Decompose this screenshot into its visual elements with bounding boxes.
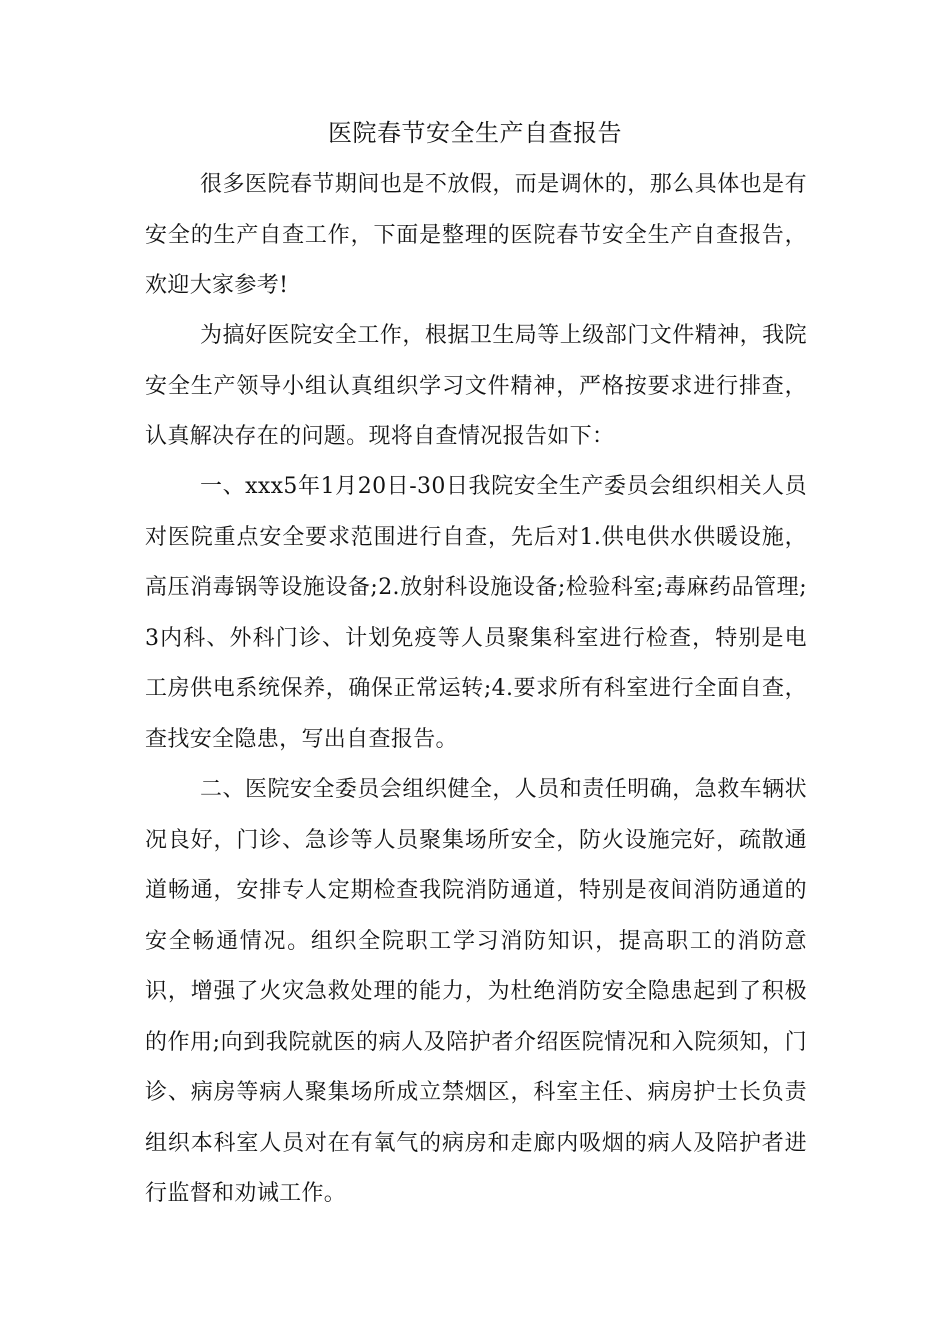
paragraph-overview: 为搞好医院安全工作，根据卫生局等上级部门文件精神，我院安全生产领导小组认真组织学习文件精神，严格按要求进行排查，认真解决存在的问题。现将自查情况报告如下：	[145, 323, 807, 449]
paragraph-section-two: 二、医院安全委员会组织健全，人员和责任明确，急救车辆状况良好，门诊、急诊等人员聚集场所安全，防火设施完好，疏散通道畅通，安排专人定期检查我院消防通道，特别是夜间消防通道的安全畅通情况。组织全院职工学习消防知识，提高职工的消防意识，增强了火灾急救处理的能力，为杜绝消防安全隐患起到了积极的作用;向到我院就医的病人及陪护者介绍医院情况和入院须知，门诊、病房等病人聚集场所成立禁烟区，科室主任、病房护士长负责组织本科室人员对在有氧气的病房和走廊内吸烟的病人及陪护者进行监督和劝诫工作。	[145, 777, 807, 1206]
paragraph-section-one: 一、xxx5年1月20日-30日我院安全生产委员会组织相关人员对医院重点安全要求范围进行自查，先后对1.供电供水供暖设施，高压消毒锅等设施设备;2.放射科设施设备;检验科室;毒麻药品管理;3内科、外科门诊、计划免疫等人员聚集科室进行检查，特别是电工房供电系统保养，确保正常运转;4.要求所有科室进行全面自查，查找安全隐患，写出自查报告。	[145, 474, 807, 752]
document-title: 医院春节安全生产自查报告	[328, 119, 622, 147]
paragraph-intro: 很多医院春节期间也是不放假，而是调休的，那么具体也是有安全的生产自查工作，下面是整理的医院春节安全生产自查报告，欢迎大家参考!	[145, 172, 807, 298]
